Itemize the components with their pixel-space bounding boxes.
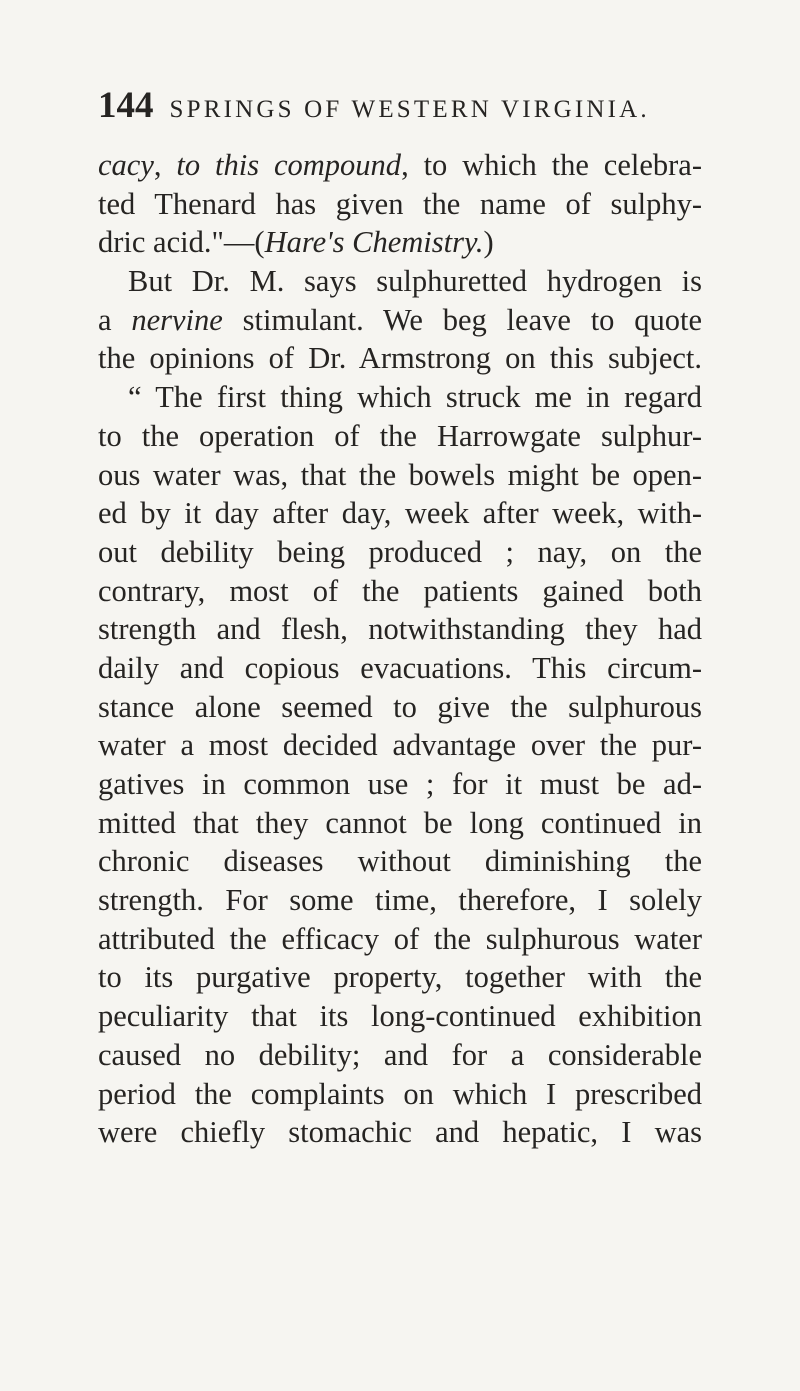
text-fragment: dric acid."—( <box>98 225 265 260</box>
text-line: period the complaints on which I prescribed <box>98 1076 702 1111</box>
text-line: contrary, most of the patients gained both <box>98 573 702 608</box>
text-line: to the operation of the Harrowgate sulphur- <box>98 418 702 453</box>
text-fragment: stimulant. We beg leave to quote <box>222 302 702 337</box>
text-fragment: , to which the celebra- <box>401 148 702 182</box>
text-line: strength. For some time, therefore, I solely <box>98 883 702 918</box>
text-line: mitted that they cannot be long continued in <box>98 805 702 840</box>
text-line: were chiefly stomachic and hepatic, I was <box>98 1115 702 1150</box>
text-line: to its purgative property, together with the <box>98 960 702 995</box>
text-fragment: , <box>153 148 177 182</box>
italic-text: cacy <box>98 148 154 182</box>
text-line: stance alone seemed to give the sulphurous <box>98 689 702 724</box>
italic-text: nervine <box>131 302 223 337</box>
page-number: 144 <box>98 85 154 126</box>
text-fragment: a <box>98 302 132 337</box>
text-line: attributed the efficacy of the sulphurous water <box>98 921 702 956</box>
text-line: “ The first thing which struck me in regard <box>128 380 702 415</box>
text-line: daily and copious evacuations. This circum- <box>98 650 702 685</box>
body-text <box>98 146 702 1152</box>
text-line: ed by it day after day, week after week, with- <box>98 496 702 531</box>
text-line: the opinions of Dr. Armstrong on this subject. <box>98 341 702 376</box>
text-line: ted Thenard has given the name of sulphy- <box>98 186 702 221</box>
text-line: chronic diseases without diminishing the <box>98 844 702 879</box>
text-line: ous water was, that the bowels might be open- <box>98 457 702 492</box>
text-line: out debility being produced ; nay, on the <box>98 534 702 569</box>
italic-text: to this compound <box>176 148 402 182</box>
text-line: But Dr. M. says sulphuretted hydrogen is <box>128 264 702 299</box>
italic-text: Hare's Chemistry. <box>264 225 484 260</box>
text-line: water a most decided advantage over the pur- <box>98 728 702 763</box>
text-line <box>98 223 702 262</box>
text-line: strength and flesh, notwithstanding they had <box>98 612 702 647</box>
running-title: SPRINGS OF WESTERN VIRGINIA. <box>169 96 650 123</box>
text-line: peculiarity that its long-continued exhibition <box>98 999 702 1034</box>
text-line <box>98 146 702 185</box>
text-line <box>98 301 702 340</box>
text-line: gatives in common use ; for it must be ad- <box>98 767 702 801</box>
text-fragment: ) <box>483 225 494 260</box>
text-line: caused no debility; and for a considerable <box>98 1037 702 1072</box>
page-header <box>98 84 698 124</box>
